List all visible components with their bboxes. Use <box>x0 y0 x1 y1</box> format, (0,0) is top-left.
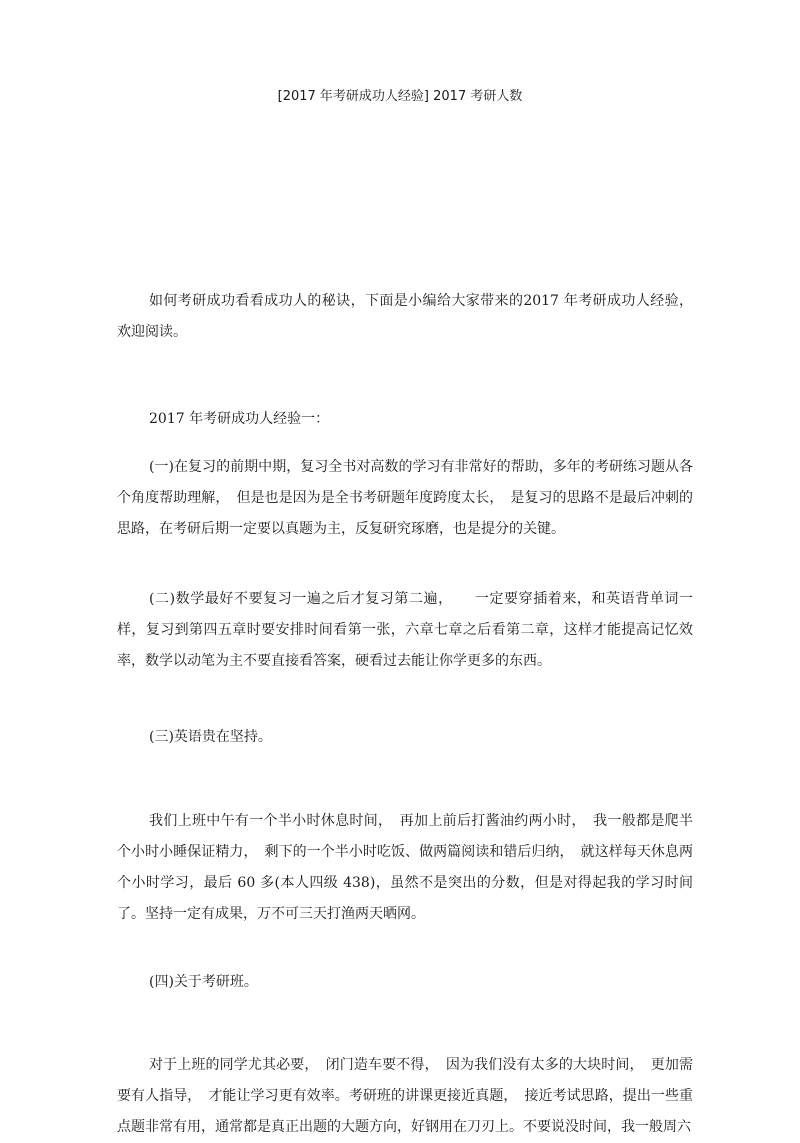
paragraph-cram-class: 对于上班的同学尤其必要， 闭门造车要不得， 因为我们没有太多的大块时间， 更加需要有人指导， 才能让学习更有效率。考研班的讲课更接近真题， 接近考试思路，提出一些重点题非常有用，通常都是真正出题的大题方向，好钢用在刀刃上。不要说没时间，我一般周六 <box>117 1057 693 1135</box>
paragraph-point-1: (一)在复习的前期中期，复习全书对高数的学习有非常好的帮助，多年的考研练习题从各个角度帮助理解， 但是也是因为是全书考研题年度跨度太长， 是复习的思路不是最后冲刺的思路，在考研后期一定要以真题为主，反复研究琢磨，也是提分的关键。 <box>117 459 693 537</box>
paragraph-point-2: (二)数学最好不要复习一遍之后才复习第二遍， 一定要穿插着来，和英语背单词一样，复习到第四五章时要安排时间看第一张，六章七章之后看第二章，这样才能提高记忆效率，数学以动笔为主不要直接看答案，硬看过去能让你学更多的东西。 <box>117 591 693 669</box>
section-heading: 2017 年考研成功人经验一： <box>149 411 330 427</box>
intro-paragraph: 如何考研成功看看成功人的秘诀，下面是小编给大家带来的2017 年考研成功人经验，欢迎阅读。 <box>117 293 693 340</box>
document-title: [2017 年考研成功人经验] 2017 考研人数 <box>277 89 523 104</box>
paragraph-point-3: (三)英语贵在坚持。 <box>149 729 272 745</box>
paragraph-point-4: (四)关于考研班。 <box>149 974 258 990</box>
paragraph-english-detail: 我们上班中午有一个半小时休息时间， 再加上前后打酱油约两小时， 我一般都是爬半个小时小睡保证精力， 剩下的一个半小时吃饭、做两篇阅读和错后归纳， 就这样每天休息两个小时学习，最后 60 多(本人四级 438)，虽然不是突出的分数，但是对得起我的学习时间了。坚持一定有成果，万不可三天打渔两天晒网。 <box>117 813 693 922</box>
